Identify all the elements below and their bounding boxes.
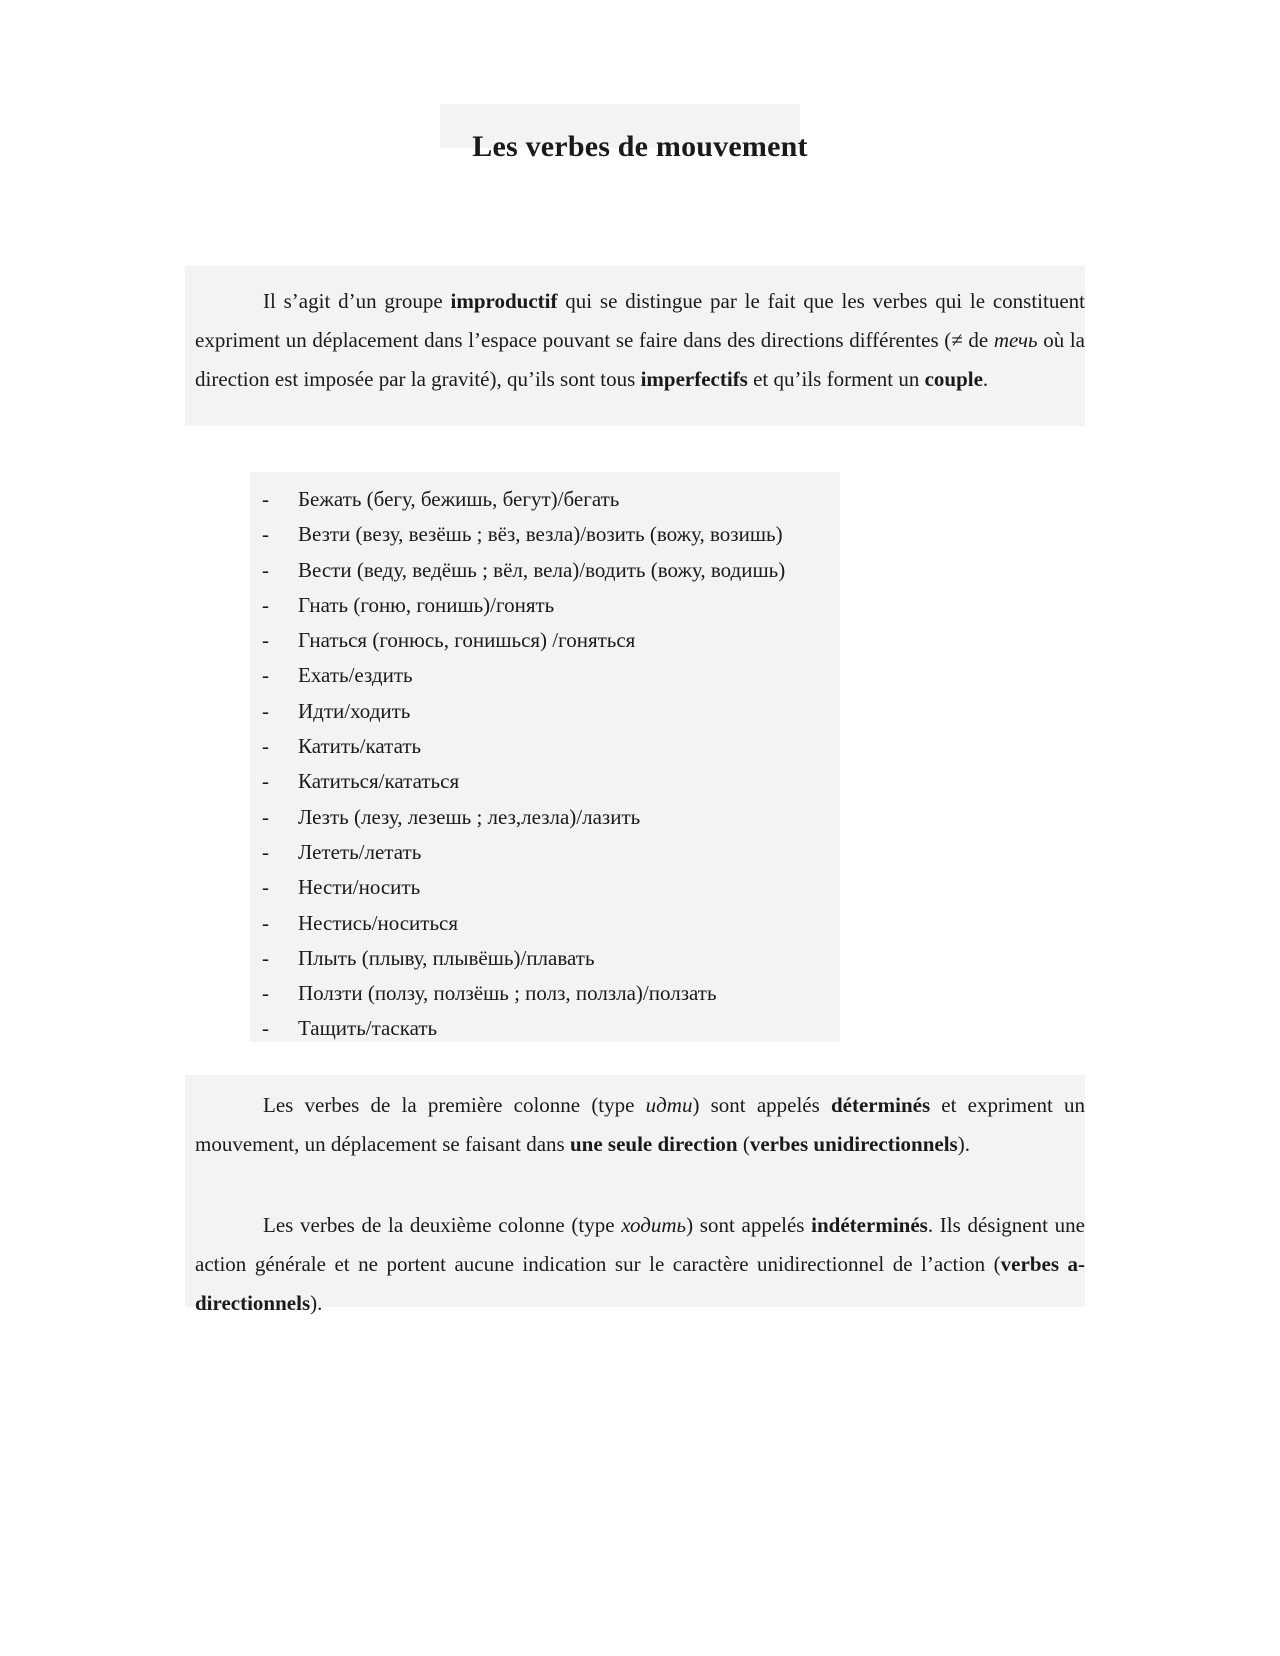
term-imperfectifs: imperfectifs [640, 367, 748, 391]
list-item [262, 482, 785, 517]
intro-text-1: Il s’agit d’un groupe [263, 289, 451, 313]
list-dash: - [262, 804, 269, 829]
determined-text-1: Les verbes de la première colonne (type [263, 1093, 646, 1117]
example-khodit: ходить [621, 1213, 687, 1237]
list-dash: - [262, 875, 269, 900]
list-item [262, 517, 785, 552]
list-dash: - [262, 592, 269, 617]
list-dash: - [262, 1016, 269, 1041]
term-improductif: improductif [450, 289, 558, 313]
intro-text-4: et qu’ils forment un [747, 367, 925, 391]
intro-text-5: . [982, 367, 989, 391]
list-dash: - [262, 628, 269, 653]
example-tech: течь [993, 328, 1038, 352]
list-item [262, 976, 785, 1011]
list-item [262, 623, 785, 658]
list-dash: - [262, 663, 269, 688]
verb-pair: Плыть (плыву, плывёшь)/плавать [298, 945, 595, 970]
intro-text-3: où la direction est imposée par la gravité), qu’ils sont tous [195, 328, 1085, 391]
indetermined-text-1: Les verbes de la deuxième colonne (type [263, 1213, 622, 1237]
verb-pair: Нестись/носиться [298, 910, 459, 935]
verb-pair: Ехать/ездить [298, 663, 413, 688]
determined-text-5: ). [957, 1132, 970, 1156]
list-item [262, 941, 785, 976]
verb-pair: Лезть (лезу, лезешь ; лез,лезла)/лазить [298, 804, 641, 829]
list-dash: - [262, 698, 269, 723]
list-item [262, 553, 785, 588]
list-item [262, 588, 785, 623]
list-item [262, 1011, 785, 1046]
determined-text-4: ( [737, 1132, 750, 1156]
term-determines: déterminés [830, 1093, 931, 1117]
verb-pair: Вести (веду, ведёшь ; вёл, вела)/водить (вожу, водишь) [298, 557, 786, 582]
list-item [262, 729, 785, 764]
page-title: Les verbes de mouvement [472, 130, 808, 164]
list-dash: - [262, 945, 269, 970]
verb-pair: Везти (везу, везёшь ; вёз, везла)/возить (вожу, возишь) [298, 522, 783, 547]
list-item [262, 870, 785, 905]
verb-pair: Гнаться (гонюсь, гонишься) /гоняться [298, 628, 636, 653]
list-item [262, 800, 785, 835]
verb-pair: Катиться/кататься [298, 769, 460, 794]
term-une-seule-direction: une seule direction [569, 1132, 738, 1156]
term-verbes-a-directionnels: verbes a-directionnels [195, 1252, 1085, 1315]
example-idti: идти [645, 1093, 693, 1117]
indetermined-text-4: ). [310, 1291, 323, 1315]
list-dash: - [262, 487, 269, 511]
verb-pair: Идти/ходить [298, 698, 411, 723]
list-dash: - [262, 910, 269, 935]
verb-pair: Гнать (гоню, гонишь)/гонять [298, 592, 555, 617]
determined-paragraph [195, 1086, 1085, 1164]
term-couple: couple [924, 367, 983, 391]
list-item [262, 906, 785, 941]
list-dash: - [262, 769, 269, 794]
verb-pair: Лететь/летать [298, 839, 422, 864]
list-dash: - [262, 839, 269, 864]
term-indetermines: indéterminés [811, 1213, 928, 1237]
verb-pair: Нести/носить [298, 875, 421, 900]
list-item [262, 764, 785, 799]
intro-paragraph [195, 282, 1085, 399]
list-dash: - [262, 981, 269, 1006]
list-item [262, 658, 785, 693]
term-verbes-unidirectionnels: verbes unidirectionnels [749, 1132, 958, 1156]
verb-pair: Бежать (бегу, бежишь, бегут)/бегать [298, 487, 620, 511]
list-item [262, 835, 785, 870]
list-dash: - [262, 557, 269, 582]
verb-pair: Тащить/таскать [298, 1016, 438, 1041]
verb-pair: Ползти (ползу, ползёшь ; полз, ползла)/ползать [298, 981, 717, 1006]
determined-text-3: et expriment un mouvement, un déplacement se faisant dans [195, 1093, 1085, 1156]
indetermined-paragraph [195, 1206, 1085, 1323]
list-item [262, 694, 785, 729]
intro-text-2: qui se distingue par le fait que les verbes qui le constituent expriment un déplacement dans l’espace pouvant se faire dans des directions différentes (≠ de [195, 289, 1085, 352]
list-dash: - [262, 522, 269, 547]
indetermined-text-2: ) sont appelés [686, 1213, 812, 1237]
verb-pair-list [262, 482, 785, 1047]
list-dash: - [262, 734, 269, 759]
indetermined-text-3: . Ils désignent une action générale et ne portent aucune indication sur le caractère unidirectionnel de l’action ( [195, 1213, 1085, 1276]
verb-pair: Катить/катать [298, 734, 422, 759]
determined-text-2: ) sont appelés [692, 1093, 831, 1117]
